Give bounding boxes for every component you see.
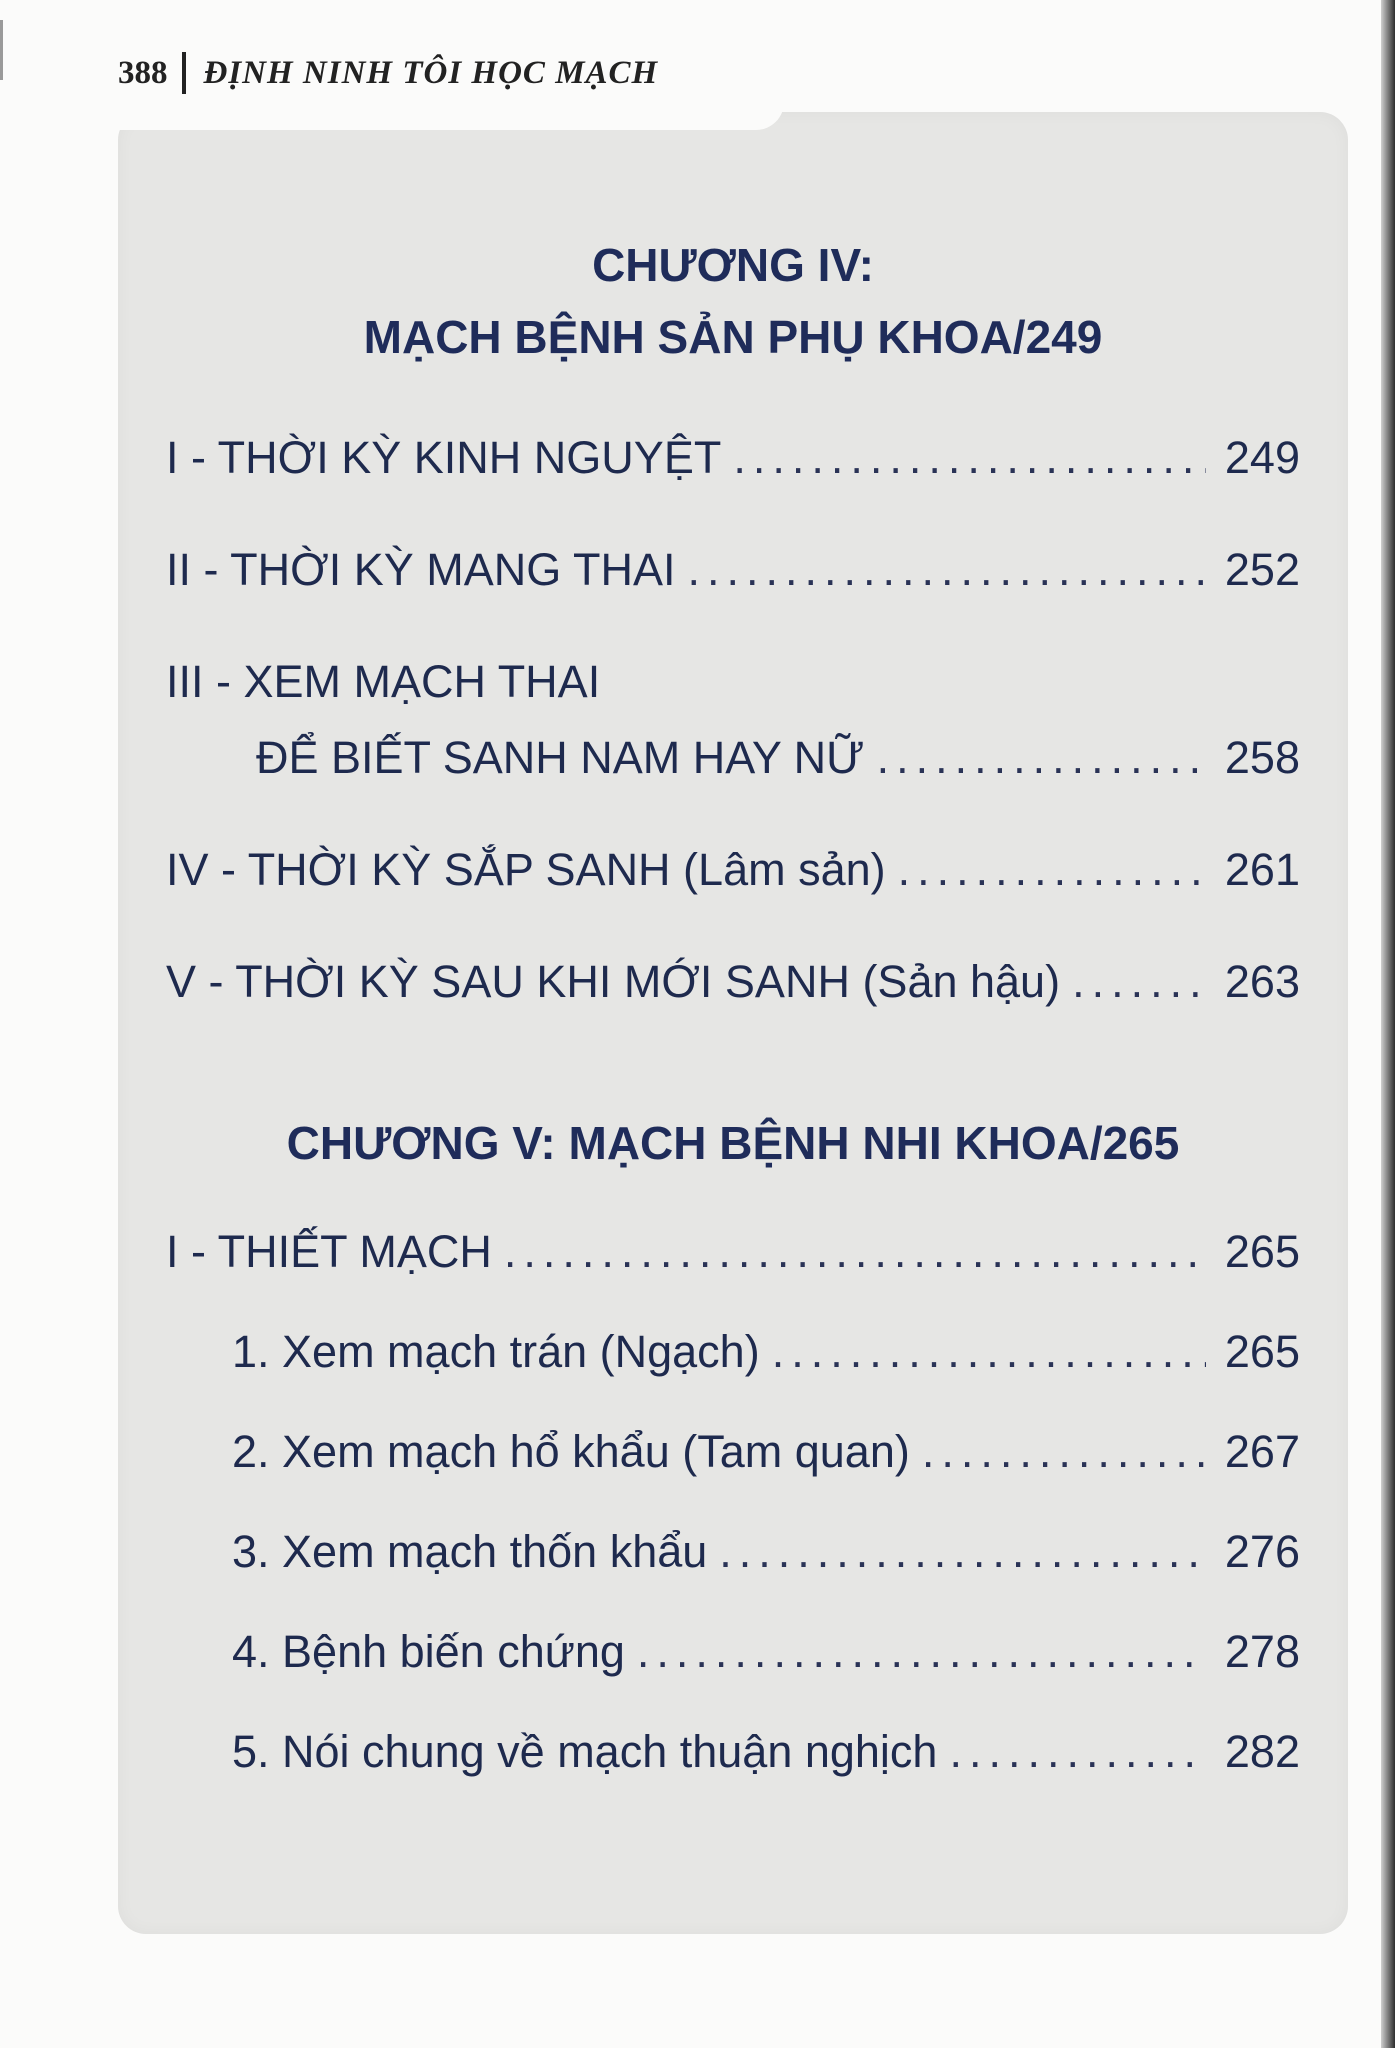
dot-leader [504,1226,1206,1278]
toc-entry-page: 265 [1224,1326,1300,1377]
toc-entry[interactable] [232,1726,1300,1778]
dot-leader [772,1326,1206,1378]
toc-entry-page: 258 [1224,732,1300,783]
dot-leader [637,1626,1206,1678]
toc-entry[interactable] [166,1226,1300,1278]
toc-entry-label: 3. Xem mạch thốn khẩu [232,1526,708,1577]
dot-leader [733,432,1206,484]
toc-entry-label: I - THIẾT MẠCH [166,1226,492,1277]
dot-leader [687,544,1206,596]
toc-entry[interactable] [166,656,1300,708]
toc-entry-label: 4. Bệnh biến chứng [232,1626,625,1677]
toc-entry[interactable] [166,544,1300,596]
dot-leader [898,844,1206,896]
chapter4-title-line2: MẠCH BỆNH SẢN PHỤ KHOA/249 [363,311,1103,363]
toc-entry-page: 261 [1224,844,1300,895]
toc-entry-label: I - THỜI KỲ KINH NGUYỆT [166,432,722,483]
toc-entry[interactable] [232,1326,1300,1378]
chapter4-title-line1: CHƯƠNG IV: [592,239,874,291]
toc-entry[interactable] [232,1626,1300,1678]
header-separator [182,52,186,94]
toc-entry-label: V - THỜI KỲ SAU KHI MỚI SANH (Sản hậu) [166,956,1061,1007]
chapter5-title: CHƯƠNG V: MẠCH BỆNH NHI KHOA/265 [286,1117,1180,1169]
toc-entry-page: 267 [1224,1426,1300,1477]
dot-leader [949,1726,1206,1778]
toc-entry[interactable] [166,956,1300,1008]
toc-entry[interactable] [232,1526,1300,1578]
page-edge-left [0,20,3,80]
toc-entry-page: 249 [1224,432,1300,483]
toc-entry-label: 1. Xem mạch trán (Ngạch) [232,1326,760,1377]
dot-leader [1072,956,1206,1008]
toc-entry-label: IV - THỜI KỲ SẮP SANH (Lâm sản) [166,844,886,895]
toc-entry-label: III - XEM MẠCH THAI [166,656,601,707]
toc-entry[interactable] [166,432,1300,484]
toc-entry-label: II - THỜI KỲ MANG THAI [166,544,676,595]
toc-entry[interactable] [166,844,1300,896]
running-head [118,48,658,98]
toc-entry-continuation[interactable] [256,732,1300,784]
toc-entry-page: 282 [1224,1726,1300,1777]
toc-entry-label: 5. Nói chung về mạch thuận nghịch [232,1726,938,1777]
toc-entry-page: 265 [1224,1226,1300,1277]
book-spine-shadow [1381,0,1395,2048]
toc-entry-page: 263 [1224,956,1300,1007]
page-number: 388 [118,54,168,91]
toc-entry-label-line2: ĐỂ BIẾT SANH NAM HAY NỮ [256,732,865,783]
dot-leader [719,1526,1206,1578]
toc-entry-page: 276 [1224,1526,1300,1577]
dot-leader [877,732,1206,784]
dot-leader [922,1426,1206,1478]
toc-entry-page: 278 [1224,1626,1300,1677]
toc-entry[interactable] [232,1426,1300,1478]
toc-entry-label: 2. Xem mạch hổ khẩu (Tam quan) [232,1426,910,1477]
toc-entry-page: 252 [1224,544,1300,595]
book-title: ĐỊNH NINH TÔI HỌC MẠCH [203,54,659,91]
